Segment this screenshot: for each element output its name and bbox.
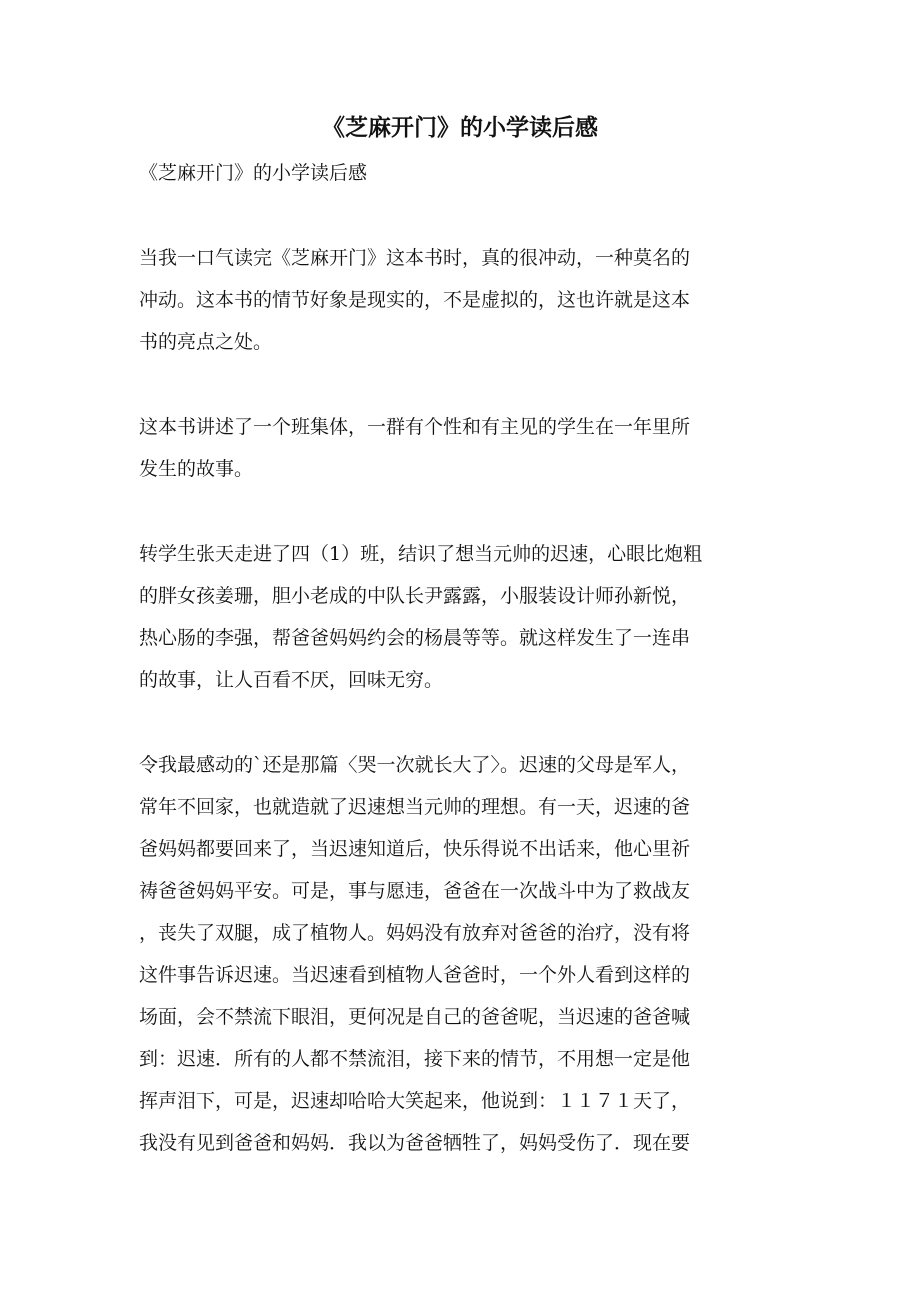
paragraph-summary <box>139 406 779 490</box>
paragraph-line: 挥声泪下，可是，迟速却哈哈大笑起来，他说到：１１７１天了， <box>139 1090 691 1112</box>
paragraph-line: ，丧失了双腿，成了植物人。妈妈没有放弃对爸爸的治疗，没有将 <box>139 922 691 944</box>
document-subtitle: 《芝麻开门》的小学读后感 <box>139 162 368 184</box>
paragraph-line: 到：迟速．所有的人都不禁流泪，接下来的情节，不用想一定是他 <box>139 1048 691 1070</box>
paragraph-line: 祷爸爸妈妈平安。可是，事与愿违，爸爸在一次战斗中为了救战友 <box>139 880 691 902</box>
paragraph-line: 常年不回家，也就造就了迟速想当元帅的理想。有一天，迟速的爸 <box>139 796 691 818</box>
paragraph-line: 发生的故事。 <box>139 458 254 480</box>
paragraph-story <box>139 744 779 1164</box>
paragraph-line: 的故事，让人百看不厌，回味无穷。 <box>139 669 444 691</box>
paragraph-line: 当我一口气读完《芝麻开门》这本书时，真的很冲动，一种莫名的 <box>139 247 691 269</box>
paragraph-intro <box>139 237 779 363</box>
paragraph-line: 令我最感动的`还是那篇〈哭一次就长大了〉。迟速的父母是军人， <box>139 754 691 776</box>
paragraph-line: 这本书讲述了一个班集体，一群有个性和有主见的学生在一年里所 <box>139 416 691 438</box>
paragraph-line: 的胖女孩姜珊，胆小老成的中队长尹露露，小服装设计师孙新悦， <box>139 585 691 607</box>
paragraph-line: 转学生张天走进了四（1）班，结识了想当元帅的迟速，心眼比炮粗 <box>139 543 703 565</box>
paragraph-line: 冲动。这本书的情节好象是现实的，不是虚拟的，这也许就是这本 <box>139 289 691 311</box>
paragraph-line: 热心肠的李强，帮爸爸妈妈约会的杨晨等等。就这样发生了一连串 <box>139 627 691 649</box>
paragraph-line: 这件事告诉迟速。当迟速看到植物人爸爸时，一个外人看到这样的 <box>139 964 691 986</box>
document-title: 《芝麻开门》的小学读后感 <box>322 114 598 141</box>
paragraph-line: 我没有见到爸爸和妈妈．我以为爸爸牺牲了，妈妈受伤了．现在要 <box>139 1132 691 1154</box>
paragraph-line: 爸妈妈都要回来了，当迟速知道后，快乐得说不出话来，他心里祈 <box>139 838 691 860</box>
paragraph-line: 场面，会不禁流下眼泪，更何况是自己的爸爸呢，当迟速的爸爸喊 <box>139 1006 691 1028</box>
paragraph-line: 书的亮点之处。 <box>139 331 273 353</box>
paragraph-characters <box>139 533 779 701</box>
